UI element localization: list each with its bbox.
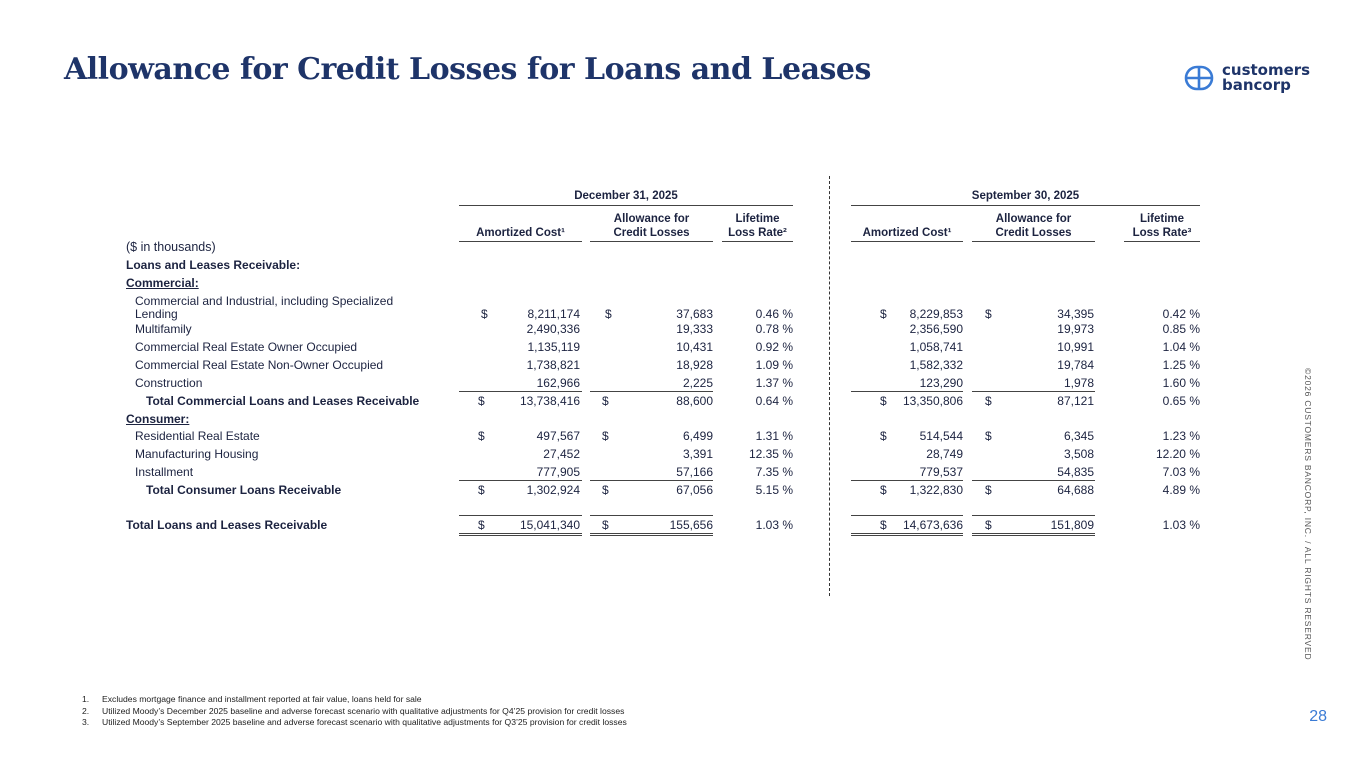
footnotes xyxy=(82,694,627,729)
rule xyxy=(972,515,1095,516)
cell-loss-rate-sep: 1.03 % xyxy=(1162,518,1200,532)
footnote xyxy=(82,694,627,706)
cell-allowance-sep: 87,121 xyxy=(1057,394,1094,408)
cell-allowance-dec: 10,431 xyxy=(676,340,713,354)
dollar-sign: $ xyxy=(602,518,609,532)
cell-allowance-sep: 1,978 xyxy=(1063,376,1094,390)
row-label: Total Loans and Leases Receivable xyxy=(126,518,328,532)
double-rule xyxy=(972,533,1095,536)
cell-allowance-sep: 54,835 xyxy=(1057,465,1094,479)
col-header-loss-rate-sep xyxy=(1124,212,1200,242)
cell-allowance-sep: 3,508 xyxy=(1063,447,1094,461)
dollar-sign: $ xyxy=(478,429,485,443)
period-divider xyxy=(829,176,830,596)
cell-allowance-sep: 19,973 xyxy=(1057,322,1094,336)
dollar-sign: $ xyxy=(985,307,992,321)
col-header-text: Allowance for xyxy=(613,213,690,225)
cell-allowance-sep: 19,784 xyxy=(1057,358,1094,372)
cell-amortized-cost-sep: 1,582,332 xyxy=(909,358,963,372)
cell-allowance-dec: 19,333 xyxy=(676,322,713,336)
col-header-allowance-sep xyxy=(972,212,1095,242)
cell-loss-rate-dec: 5.15 % xyxy=(755,483,793,497)
cell-loss-rate-sep: 1.60 % xyxy=(1162,376,1200,390)
dollar-sign: $ xyxy=(478,394,485,408)
footnote-number: 2. xyxy=(82,705,90,716)
rule xyxy=(590,515,713,516)
col-header-allowance-dec xyxy=(590,212,713,242)
cell-allowance-sep: 34,395 xyxy=(1057,307,1094,321)
cell-loss-rate-sep: 1.04 % xyxy=(1162,340,1200,354)
cell-amortized-cost-dec: 1,302,924 xyxy=(526,483,580,497)
cell-loss-rate-dec: 1.31 % xyxy=(755,429,793,443)
cell-loss-rate-dec: 0.78 % xyxy=(755,322,793,336)
company-logo xyxy=(1184,63,1310,93)
row-label: Total Commercial Loans and Leases Receivable xyxy=(146,394,420,408)
col-header-text: Credit Losses xyxy=(995,227,1072,239)
cell-amortized-cost-sep: 1,058,741 xyxy=(909,340,963,354)
cell-amortized-cost-dec: 27,452 xyxy=(543,447,580,461)
row-label: Commercial and Industrial, including Specialized xyxy=(135,294,394,308)
cell-allowance-sep: 64,688 xyxy=(1057,483,1094,497)
row-label: Total Consumer Loans Receivable xyxy=(146,483,342,497)
page-title: Allowance for Credit Losses for Loans and Leases xyxy=(64,52,871,87)
rule xyxy=(459,515,582,516)
col-header-amortized-cost-sep xyxy=(851,226,963,242)
double-rule xyxy=(590,533,713,536)
rule xyxy=(459,480,582,481)
cell-amortized-cost-sep: 14,673,636 xyxy=(902,518,963,532)
logo-line2: bancorp xyxy=(1222,76,1291,94)
col-header-loss-rate-dec xyxy=(722,212,793,242)
row-label: Installment xyxy=(135,465,194,479)
cell-amortized-cost-dec: 162,966 xyxy=(536,376,580,390)
rule xyxy=(851,391,963,392)
col-header-amortized-cost-dec xyxy=(459,226,582,242)
cell-loss-rate-dec: 1.09 % xyxy=(755,358,793,372)
cell-allowance-dec: 37,683 xyxy=(676,307,713,321)
row-label: Manufacturing Housing xyxy=(135,447,259,461)
double-rule xyxy=(851,533,963,536)
unit-note: ($ in thousands) xyxy=(126,240,216,254)
cell-allowance-dec: 67,056 xyxy=(676,483,713,497)
section-heading: Loans and Leases Receivable: xyxy=(126,258,301,272)
rule xyxy=(972,391,1095,392)
period-header-dec: December 31, 2025 xyxy=(459,190,793,206)
cell-amortized-cost-dec: 1,738,821 xyxy=(526,358,580,372)
row-label: Residential Real Estate xyxy=(135,429,260,443)
cell-loss-rate-dec: 0.46 % xyxy=(755,307,793,321)
cell-allowance-dec: 88,600 xyxy=(676,394,713,408)
row-label: Multifamily xyxy=(135,322,192,336)
cell-loss-rate-sep: 4.89 % xyxy=(1162,483,1200,497)
footnote-number: 1. xyxy=(82,694,90,704)
rule xyxy=(972,480,1095,481)
cell-loss-rate-dec: 7.35 % xyxy=(755,465,793,479)
double-rule xyxy=(459,533,582,536)
cell-amortized-cost-dec: 2,490,336 xyxy=(526,322,580,336)
dollar-sign: $ xyxy=(478,483,485,497)
col-header-text: Loss Rate² xyxy=(728,227,787,239)
dollar-sign: $ xyxy=(880,518,887,532)
col-header-text: Credit Losses xyxy=(613,227,690,239)
cell-loss-rate-sep: 1.25 % xyxy=(1162,358,1200,372)
dollar-sign: $ xyxy=(985,429,992,443)
page-number: 28 xyxy=(1309,708,1327,725)
col-header-text: Amortized Cost¹ xyxy=(862,227,952,239)
cell-loss-rate-dec: 0.92 % xyxy=(755,340,793,354)
row-label: Commercial Real Estate Owner Occupied xyxy=(135,340,358,354)
footnote-text: Utilized Moody’s December 2025 baseline and adverse forecast scenario with qualitative adjustments for Q4’25 provision for credit losses xyxy=(102,705,625,716)
col-header-text: Amortized Cost¹ xyxy=(476,227,565,239)
cell-allowance-sep: 10,991 xyxy=(1057,340,1094,354)
cell-allowance-dec: 18,928 xyxy=(676,358,713,372)
col-header-text: Loss Rate³ xyxy=(1132,227,1192,239)
cell-loss-rate-sep: 0.65 % xyxy=(1162,394,1200,408)
cell-allowance-dec: 155,656 xyxy=(669,518,713,532)
dollar-sign: $ xyxy=(880,307,887,321)
cell-allowance-dec: 3,391 xyxy=(682,447,713,461)
period-header-sep: September 30, 2025 xyxy=(851,190,1200,206)
cell-amortized-cost-sep: 779,537 xyxy=(919,465,963,479)
logo-icon xyxy=(1184,63,1214,93)
col-header-text: Allowance for xyxy=(995,213,1072,225)
dollar-sign: $ xyxy=(880,429,887,443)
cell-loss-rate-dec: 12.35 % xyxy=(748,447,793,461)
rule xyxy=(851,480,963,481)
row-label: Lending xyxy=(135,307,178,321)
cell-amortized-cost-sep: 1,322,830 xyxy=(909,483,963,497)
dollar-sign: $ xyxy=(880,483,887,497)
cell-allowance-dec: 6,499 xyxy=(682,429,713,443)
cell-amortized-cost-sep: 123,290 xyxy=(919,376,963,390)
footnote xyxy=(82,717,627,729)
cell-amortized-cost-sep: 8,229,853 xyxy=(909,307,963,321)
rule xyxy=(459,391,582,392)
dollar-sign: $ xyxy=(602,429,609,443)
cell-loss-rate-sep: 0.85 % xyxy=(1162,322,1200,336)
cell-amortized-cost-sep: 2,356,590 xyxy=(909,322,963,336)
cell-loss-rate-sep: 1.23 % xyxy=(1162,429,1200,443)
cell-amortized-cost-dec: 8,211,174 xyxy=(527,307,580,321)
cell-loss-rate-sep: 12.20 % xyxy=(1155,447,1200,461)
cell-amortized-cost-dec: 497,567 xyxy=(536,429,580,443)
cell-amortized-cost-sep: 514,544 xyxy=(919,429,963,443)
cell-amortized-cost-dec: 15,041,340 xyxy=(519,518,580,532)
cell-loss-rate-dec: 1.37 % xyxy=(755,376,793,390)
dollar-sign: $ xyxy=(602,483,609,497)
rule xyxy=(590,391,713,392)
logo-line1: customers xyxy=(1222,61,1311,79)
dollar-sign: $ xyxy=(985,518,992,532)
commercial-heading: Commercial: xyxy=(126,276,199,290)
cell-amortized-cost-sep: 28,749 xyxy=(926,447,963,461)
col-header-text: Lifetime xyxy=(735,213,780,225)
dollar-sign: $ xyxy=(605,307,612,321)
cell-allowance-sep: 6,345 xyxy=(1063,429,1094,443)
footnote-text: Utilized Moody’s September 2025 baseline and adverse forecast scenario with qualitative adjustments for Q3’25 provision for credit losses xyxy=(102,717,627,728)
rule xyxy=(851,515,963,516)
copyright-notice: ©2026 CUSTOMERS BANCORP, INC. / ALL RIGHTS RESERVED xyxy=(1303,368,1313,661)
dollar-sign: $ xyxy=(985,483,992,497)
dollar-sign: $ xyxy=(880,394,887,408)
cell-loss-rate-dec: 0.64 % xyxy=(755,394,793,408)
dollar-sign: $ xyxy=(602,394,609,408)
cell-allowance-sep: 151,809 xyxy=(1050,518,1094,532)
cell-loss-rate-dec: 1.03 % xyxy=(755,518,793,532)
cell-amortized-cost-dec: 13,738,416 xyxy=(519,394,580,408)
dollar-sign: $ xyxy=(478,518,485,532)
cell-allowance-dec: 57,166 xyxy=(676,465,713,479)
footnote-text: Excludes mortgage finance and installment reported at fair value, loans held for sale xyxy=(102,694,422,704)
rule xyxy=(590,480,713,481)
row-label: Construction xyxy=(135,376,203,390)
row-label: Commercial Real Estate Non-Owner Occupied xyxy=(135,358,384,372)
dollar-sign: $ xyxy=(985,394,992,408)
cell-amortized-cost-sep: 13,350,806 xyxy=(902,394,963,408)
cell-loss-rate-sep: 0.42 % xyxy=(1162,307,1200,321)
cell-loss-rate-sep: 7.03 % xyxy=(1162,465,1200,479)
cell-amortized-cost-dec: 1,135,119 xyxy=(527,340,580,354)
footnote-number: 3. xyxy=(82,717,90,728)
col-header-text: Lifetime xyxy=(1139,213,1185,225)
cell-allowance-dec: 2,225 xyxy=(682,376,713,390)
dollar-sign: $ xyxy=(481,307,488,321)
consumer-heading: Consumer: xyxy=(126,412,190,426)
cell-amortized-cost-dec: 777,905 xyxy=(536,465,580,479)
footnote xyxy=(82,706,627,718)
